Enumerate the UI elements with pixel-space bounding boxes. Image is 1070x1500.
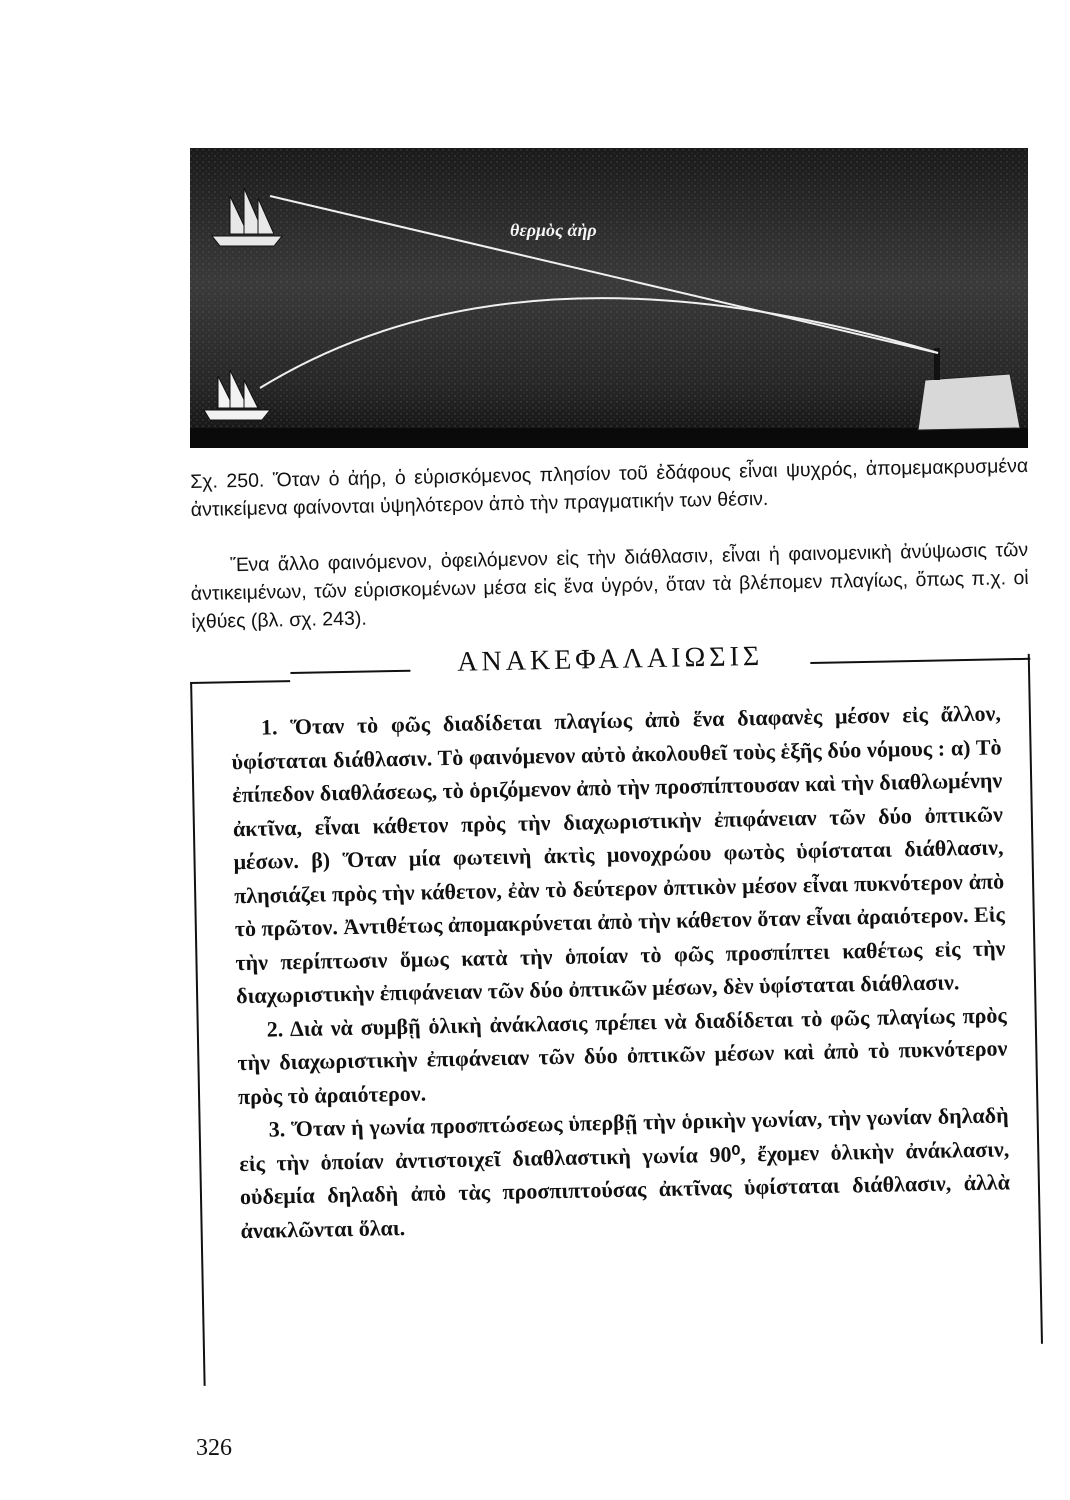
ground [190, 428, 1028, 448]
box-border-top [190, 680, 290, 684]
figure-caption: Σχ. 250. Ὅταν ὁ ἀήρ, ὁ εὑρισκόμενος πλησίον τοῦ ἐδάφους εἶναι ψυχρός, ἀπομεμακρυσμένα ἀντικείμενα φαίνονται ὑψηλότερον ἀπὸ τὴν πραγματικήν των θέσιν. [190, 454, 1029, 521]
body-paragraph: Ἕνα ἄλλο φαινόμενον, ὀφειλόμενον εἰς τὴν διάθλασιν, εἶναι ἡ φαινομενικὴ ἀνύψωσις τῶν ἀντικειμένων, τῶν εὑρισκομένων μέσα εἰς ἕνα ὑγρόν, ὅταν τὰ βλέπομεν πλαγίως, ὅπως π.χ. οἱ ἰχθύες (βλ. σχ. 243). [190, 538, 1029, 633]
box-border-left [190, 682, 206, 1386]
box-border-right [1028, 654, 1043, 1344]
summary-item-2: 2. Διὰ νὰ συμβῇ ὁλικὴ ἀνάκλασις πρέπει νὰ διαδίδεται τὸ φῶς πλαγίως πρὸς τὴν διαχωριστικὴν ἐπιφάνειαν τῶν δύο ὀπτικῶν μέσων καὶ ἀπὸ τὸ πυκνότερον πρὸς τὸ ἀραιότερον. [237, 1001, 1008, 1109]
figure-label: θερμὸς ἀὴρ [510, 220, 597, 240]
mirage-illustration [190, 148, 1028, 448]
summary-item-1: 1. Ὅταν τὸ φῶς διαδίδεται πλαγίως ἀπὸ ἕνα διαφανὲς μέσον εἰς ἄλλον, ὑφίσταται διάθλασιν. Τὸ φαινόμενον αὐτὸ ἀκολουθεῖ τοὺς ἑξῆς δύο νόμους : α) Τὸ ἐπίπεδον διαθλάσεως, τὸ ὁριζόμενον ἀπὸ τὴν προσπίπτουσαν καὶ τὴν διαθλωμένην ἀκτῖνα, εἶναι κάθετον πρὸς τὴν διαχωριστικὴν ἐπιφάνειαν τῶν δύο ὀπτικῶν μέσων. β) Ὅταν μία φωτεινὴ ἀκτὶς μονοχρώου φωτὸς ὑφίσταται διάθλασιν, πλησιάζει πρὸς τὴν κάθετον, ἐὰν τὸ δεύτερον ὀπτικὸν μέσον εἶναι πυκνότερον ἀπὸ τὸ πρῶτον. Ἀντιθέτως ἀπομακρύνεται ἀπὸ τὴν κάθετον ὅταν εἶναι ἀραιότερον. Εἰς τὴν περίπτωσιν ὅμως κατὰ τὴν ὁποίαν τὸ φῶς προσπίπτει καθέτως εἰς τὴν διαχωριστικὴν ἐπιφάνειαν τῶν δύο ὀπτικῶν μέσων, δὲν ὑφίσταται διάθλασιν. [231, 700, 1006, 1009]
summary-text [231, 696, 1011, 1247]
summary-title: ΑΝΑΚΕΦΑΛΑΙΩΣΙΣ [457, 640, 764, 678]
page-number: 326 [196, 1435, 232, 1461]
summary-box [190, 660, 1044, 1396]
mirage-svg [190, 148, 1028, 448]
summary-item-3: 3. Ὅταν ἡ γωνία προσπτώσεως ὑπερβῇ τὴν ὁρικὴν γωνίαν, τὴν γωνίαν δηλαδὴ εἰς τὴν ὁποίαν ἀντιστοιχεῖ διαθλαστικὴ γωνία 90⁰, ἔχομεν ὁλικὴν ἀνάκλασιν, οὐδεμία δηλαδὴ ἀπὸ τὰς προσπιπτούσας ἀκτῖνας ὑφίσταται διάθλασιν, ἀλλὰ ἀνακλῶνται ὅλαι. [239, 1102, 1011, 1243]
